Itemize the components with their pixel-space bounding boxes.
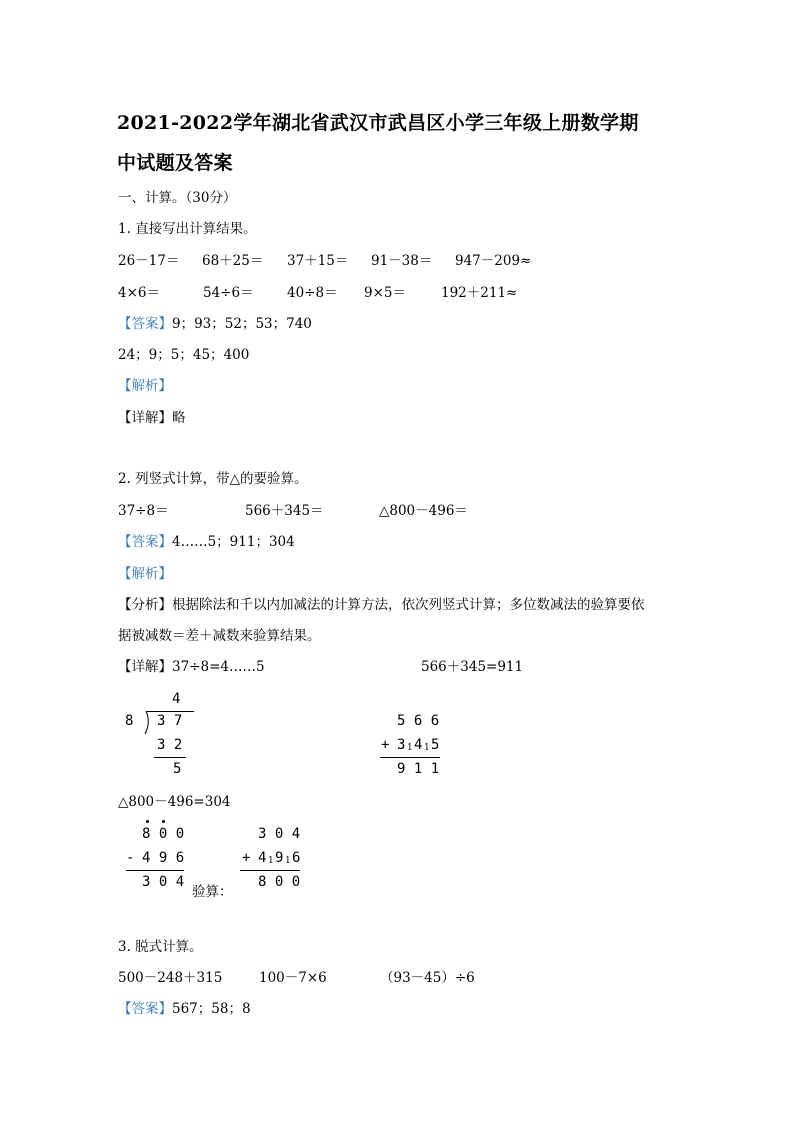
q3-item: （93－45）÷6	[380, 970, 475, 986]
check-bottom-digit: 4	[258, 850, 267, 866]
q3-answer	[118, 997, 251, 1017]
analysis-tag: 【解析】	[118, 378, 172, 394]
addition-bottom-digit: 4	[414, 737, 423, 753]
addition-line	[380, 757, 440, 758]
addition-bottom-digit: 3	[397, 737, 406, 753]
analysis-tag: 【解析】	[118, 566, 172, 582]
q2-item: 37÷8＝	[118, 503, 169, 519]
addition-bottom-digit: 5	[431, 737, 440, 753]
q2-item: 566＋345＝	[245, 503, 324, 519]
analysis-text: 根据除法和千以内加减法的计算方法，依次列竖式计算；多位数减法的验算要依	[172, 597, 645, 613]
q1-item: 192＋211≈	[441, 285, 518, 301]
q3-item: 500－248＋315	[118, 970, 223, 986]
question-1-prompt: 1. 直接写出计算结果。	[118, 221, 257, 237]
detail-text: 略	[172, 410, 186, 426]
division-quotient: 4	[172, 691, 181, 707]
check-result: 8 0 0	[258, 874, 301, 890]
division-divisor: 8	[125, 713, 134, 729]
question-3-prompt: 3. 脱式计算。	[118, 939, 203, 955]
check-carry: 1	[268, 856, 274, 866]
division-bracket	[142, 711, 152, 735]
subtraction-top: 8 0 0	[142, 826, 185, 842]
document-title-line1: 2021-2022学年湖北省武汉市武昌区小学三年级上册数学期	[117, 112, 639, 134]
division-remainder: 5	[173, 761, 182, 777]
detail-eq1: 37÷8=4……5	[172, 659, 265, 675]
check-top: 3 0 4	[258, 826, 301, 842]
division-dividend: 3 7	[157, 713, 183, 729]
check-line	[240, 870, 300, 871]
question-2-prompt: 2. 列竖式计算，带△的要验算。	[118, 471, 308, 487]
division-product: 3 2	[157, 737, 183, 753]
detail-tag: 【详解】	[118, 659, 172, 675]
check-bottom-digit: 9	[275, 850, 284, 866]
q1-answer-line2: 24；9；5；45；400	[118, 347, 250, 363]
q1-item: 9×5＝	[364, 285, 406, 301]
document-title-line2: 中试题及答案	[117, 152, 233, 174]
q2-analysis-line2: 据被减数＝差＋减数来验算结果。	[118, 628, 321, 644]
check-carry: 1	[285, 856, 291, 866]
q1-item: 4×6＝	[118, 285, 160, 301]
q1-item: 37＋15＝	[287, 253, 349, 269]
analysis-label: 【分析】	[118, 597, 172, 613]
subtraction-line	[126, 870, 184, 871]
q2-analysis-line1	[118, 593, 645, 613]
answer-text: 9；93；52；53；740	[172, 316, 312, 332]
subtraction-bottom: 4 9 6	[142, 850, 185, 866]
answer-tag: 【答案】	[118, 1001, 172, 1017]
addition-carry: 1	[407, 743, 413, 753]
answer-tag: 【答案】	[118, 316, 172, 332]
detail-tag: 【详解】	[118, 410, 172, 426]
borrow-dot	[162, 820, 165, 823]
check-label: 验算：	[192, 884, 233, 900]
subtraction-sign: -	[126, 850, 135, 866]
subtraction-result: 3 0 4	[142, 874, 185, 890]
section-heading: 一、计算。（30分）	[118, 190, 237, 206]
q2-answer	[118, 530, 295, 550]
detail-eq3: △800－496=304	[118, 794, 231, 810]
check-sign: +	[242, 850, 251, 866]
addition-sign: +	[381, 737, 390, 753]
check-bottom-digit: 6	[292, 850, 301, 866]
detail-eq2: 566＋345=911	[421, 659, 524, 675]
division-bar	[146, 711, 194, 712]
division-line	[154, 757, 186, 758]
q1-item: 68＋25＝	[202, 253, 264, 269]
q1-item: 947－209≈	[455, 253, 532, 269]
q1-item: 40÷8＝	[287, 285, 338, 301]
q1-item: 91－38＝	[371, 253, 433, 269]
q3-item: 100－7×6	[259, 970, 327, 986]
q1-item: 26－17＝	[118, 253, 180, 269]
answer-text: 567；58；8	[172, 1001, 251, 1017]
q1-answer	[118, 312, 312, 332]
answer-tag: 【答案】	[118, 534, 172, 550]
q2-detail	[118, 655, 265, 675]
answer-text: 4……5；911；304	[172, 534, 295, 550]
borrow-dot	[146, 820, 149, 823]
addition-carry: 1	[424, 743, 430, 753]
q2-item: △800－496＝	[379, 503, 468, 519]
addition-top: 5 6 6	[397, 713, 440, 729]
q1-item: 54÷6＝	[203, 285, 254, 301]
addition-result: 9 1 1	[397, 761, 440, 777]
q1-detail	[118, 406, 186, 426]
